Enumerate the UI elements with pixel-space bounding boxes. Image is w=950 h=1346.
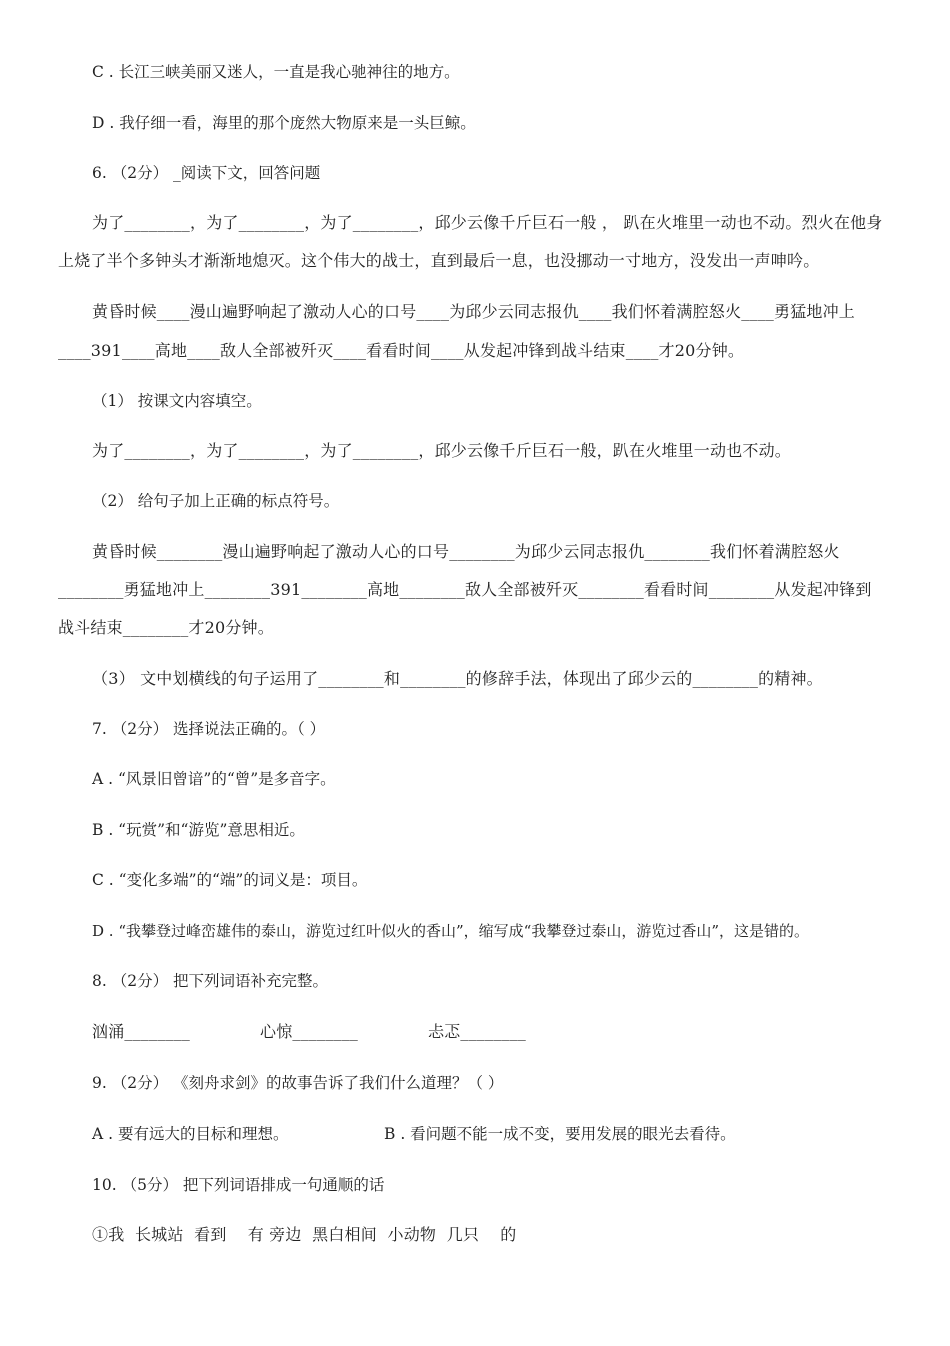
q8-header: 8. （2分） 把下列词语补充完整。 xyxy=(92,972,329,990)
q9-option-b: B . 看问题不能一成不变，要用发展的眼光去看待。 xyxy=(384,1125,736,1143)
q8-word2: 心惊________ xyxy=(260,1022,359,1041)
q6-passage2-line1: 黄昏时候____漫山遍野响起了激动人心的口号____为邱少云同志报仇____我们怀着满腔怒火____勇猛地冲上 xyxy=(92,302,856,321)
q9-option-a: A . 要有远大的目标和理想。 xyxy=(92,1125,289,1143)
q6-sub2-line2: ________勇猛地冲上________391________高地________敌人全部被歼灭________看看时间________从发起冲锋到 xyxy=(58,580,872,599)
q6-sub3: （3） 文中划横线的句子运用了________和________的修辞手法，体现出了邱少云的________的精神。 xyxy=(92,669,823,688)
q6-passage-line1: 为了________，为了________，为了________，邱少云像千斤巨石一般 ， 趴在火堆里一动也不动。烈火在他身 xyxy=(92,213,883,232)
q10-header: 10. （5分） 把下列词语排成一句通顺的话 xyxy=(92,1176,385,1194)
q6-sub2-label: （2） 给句子加上正确的标点符号。 xyxy=(92,492,340,510)
q7-option-a: A . “风景旧曾谙”的“曾”是多音字。 xyxy=(92,770,336,788)
q6-sub2-line1: 黄昏时候________漫山遍野响起了激动人心的口号________为邱少云同志报仇________我们怀着满腔怒火 xyxy=(92,542,840,561)
q9-header: 9. （2分） 《刻舟求剑》的故事告诉了我们什么道理？（ ） xyxy=(92,1074,504,1092)
q6-sub2-line3: 战斗结束________才20分钟。 xyxy=(58,618,274,637)
q6-sub1-label: （1） 按课文内容填空。 xyxy=(92,392,262,410)
q7-header: 7. （2分） 选择说法正确的。（ ） xyxy=(92,720,326,738)
q8-word1: 汹涌________ xyxy=(92,1022,191,1041)
q6-passage2-line2: ____391____高地____敌人全部被歼灭____看看时间____从发起冲锋到战斗结束____才20分钟。 xyxy=(58,341,745,360)
q7-option-c: C . “变化多端”的“端”的词义是：项目。 xyxy=(92,871,368,889)
q6-header: 6. （2分） _阅读下文，回答问题 xyxy=(92,164,321,182)
q8-word3: 忐忑________ xyxy=(428,1022,527,1041)
q6-passage-line2: 上烧了半个多钟头才渐渐地熄灭。这个伟大的战士，直到最后一息，也没挪动一寸地方，没发出一声呻吟。 xyxy=(58,251,820,270)
q10-item1: ①我 长城站 看到 有 旁边 黑白相间 小动物 几只 的 xyxy=(92,1225,517,1244)
q6-sub1-text: 为了________，为了________，为了________，邱少云像千斤巨石一般，趴在火堆里一动也不动。 xyxy=(92,441,792,460)
q7-option-b: B . “玩赏”和“游览”意思相近。 xyxy=(92,821,305,839)
q5-option-d: D . 我仔细一看，海里的那个庞然大物原来是一头巨鲸。 xyxy=(92,114,476,132)
q5-option-c: C . 长江三峡美丽又迷人，一直是我心驰神往的地方。 xyxy=(92,63,460,81)
q7-option-d: D . “我攀登过峰峦雄伟的泰山，游览过红叶似火的香山”，缩写成“我攀登过泰山，游览过香山”，这是错的。 xyxy=(92,922,810,940)
